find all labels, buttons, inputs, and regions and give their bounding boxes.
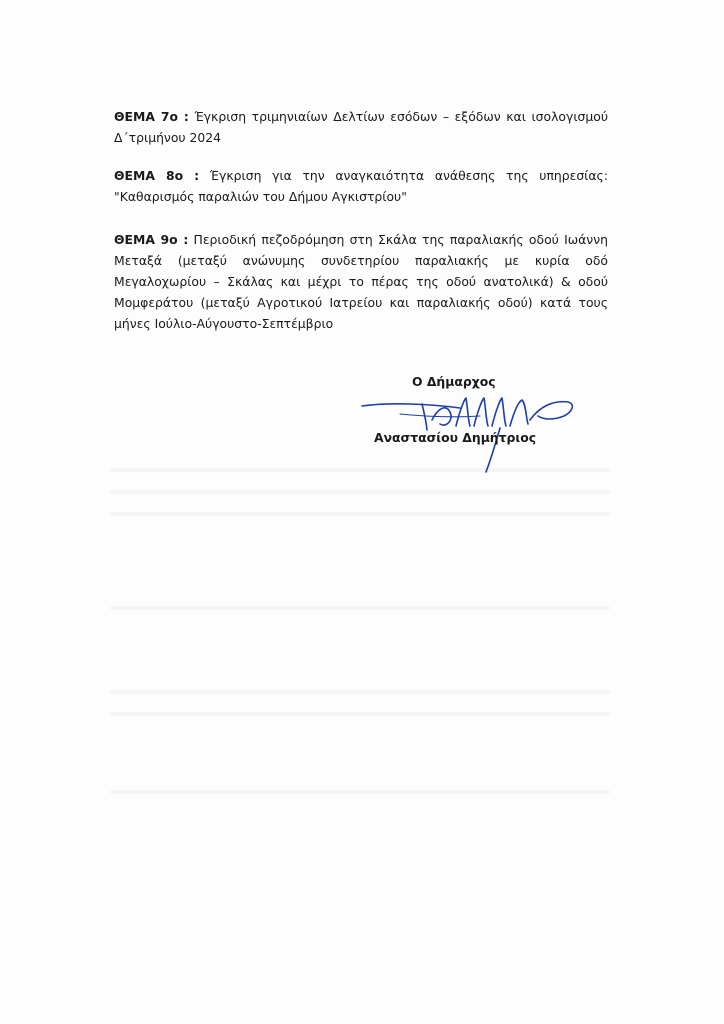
- topic-text: Περιοδική πεζοδρόμηση στη Σκάλα της παραλιακής οδού Ιωάννη Μεταξά (μεταξύ ανώνυμης συνδετηρίου παραλιακής με κυρία οδό Μεγαλοχωρίου – Σκάλας και μέχρι το πέρας της οδού ανατολικά) & οδού Μομφεράτου (μεταξύ Αγροτικού Ιατρείου και παραλιακής οδού) κατά τους μήνες Ιούλιο-Αύγουστο-Σεπτέμβριο: [114, 232, 608, 331]
- topic-label: ΘΕΜΑ 7ο :: [114, 109, 189, 124]
- topic-text: Έγκριση τριμηνιαίων Δελτίων εσόδων – εξόδων και ισολογισμού Δ΄τριμήνου 2024: [114, 109, 608, 145]
- show-through-line: [110, 606, 610, 610]
- show-through-line: [110, 712, 610, 716]
- show-through-line: [110, 790, 610, 794]
- signatory-name: Αναστασίου Δημήτριος: [374, 430, 537, 445]
- agenda-topic-9: [114, 229, 608, 334]
- topic-label: ΘΕΜΑ 9ο :: [114, 232, 189, 247]
- topic-label: ΘΕΜΑ 8ο :: [114, 168, 200, 183]
- show-through-line: [110, 690, 610, 694]
- show-through-line: [110, 490, 610, 494]
- signature-block: [360, 372, 600, 482]
- topic-text: Έγκριση για την αναγκαιότητα ανάθεσης της υπηρεσίας: "Καθαρισμός παραλιών του Δήμου Αγκιστρίου": [114, 168, 608, 204]
- signatory-title: Ο Δήμαρχος: [412, 374, 496, 389]
- agenda-topic-8: [114, 165, 608, 207]
- show-through-line: [110, 512, 610, 516]
- agenda-topic-7: [114, 106, 608, 148]
